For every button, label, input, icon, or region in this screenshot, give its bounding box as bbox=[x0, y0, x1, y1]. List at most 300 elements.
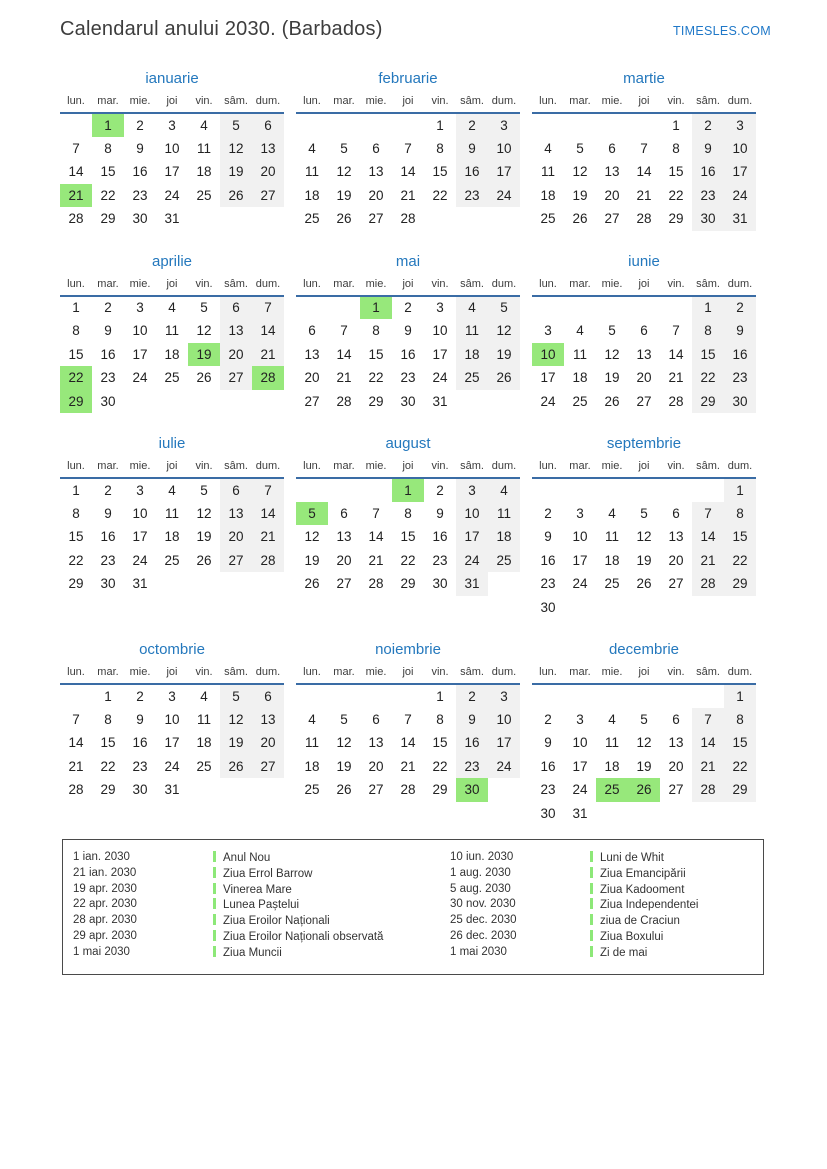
day-cell: 10 bbox=[572, 735, 588, 751]
weekday-header: joi bbox=[392, 92, 424, 113]
weekday-header: mar. bbox=[564, 275, 596, 296]
day-cell: 28 bbox=[692, 778, 724, 802]
week-row bbox=[532, 184, 756, 208]
week-row bbox=[296, 390, 520, 414]
weekday-header: lun. bbox=[296, 663, 328, 684]
weekday-header: dum. bbox=[252, 457, 284, 478]
week-row bbox=[532, 137, 756, 161]
week-row bbox=[60, 778, 284, 802]
day-cell: 23 bbox=[400, 370, 416, 386]
day-cell: 13 bbox=[604, 164, 620, 180]
day-cell: 19 bbox=[636, 758, 652, 774]
day-cell: 21 bbox=[636, 187, 652, 203]
weekday-header-row-inner bbox=[296, 457, 520, 478]
weekday-header: vin. bbox=[188, 275, 220, 296]
month-august bbox=[296, 435, 520, 596]
empty-cell bbox=[296, 296, 328, 320]
empty-cell bbox=[596, 802, 628, 826]
holiday-name: Ziua Eroilor Naționali bbox=[223, 915, 330, 928]
weekday-header: vin. bbox=[424, 92, 456, 113]
weekday-header: lun. bbox=[60, 457, 92, 478]
week-row bbox=[296, 207, 520, 231]
holiday-marker bbox=[590, 883, 593, 894]
day-cell: 6 bbox=[340, 505, 348, 521]
day-cell: 23 bbox=[456, 755, 488, 779]
day-cell: 18 bbox=[604, 552, 620, 568]
day-cell: 2 bbox=[456, 113, 488, 137]
weekday-header: sâm. bbox=[456, 663, 488, 684]
week-row bbox=[60, 319, 284, 343]
day-cell: 12 bbox=[488, 319, 520, 343]
weekday-header: mar. bbox=[92, 663, 124, 684]
weekday-header: joi bbox=[392, 663, 424, 684]
holiday-name: Ziua Independentei bbox=[600, 899, 699, 912]
holiday-name: Vinerea Mare bbox=[223, 883, 292, 896]
month-table bbox=[296, 663, 520, 802]
day-cell: 30 bbox=[100, 393, 116, 409]
empty-cell bbox=[328, 113, 360, 137]
day-cell: 1 bbox=[392, 478, 424, 502]
day-cell: 27 bbox=[368, 211, 384, 227]
weekday-header: mar. bbox=[328, 92, 360, 113]
day-cell: 3 bbox=[724, 113, 756, 137]
month-iulie bbox=[60, 435, 284, 596]
week-row bbox=[532, 802, 756, 826]
weekday-header: dum. bbox=[724, 275, 756, 296]
day-cell: 7 bbox=[640, 140, 648, 156]
week-row bbox=[60, 549, 284, 573]
week-row bbox=[60, 207, 284, 231]
week-row bbox=[60, 390, 284, 414]
day-cell: 7 bbox=[404, 140, 412, 156]
month-title: ianuarie bbox=[145, 70, 199, 87]
weekday-header-row-inner bbox=[532, 663, 756, 684]
day-cell: 21 bbox=[368, 552, 384, 568]
day-cell: 12 bbox=[604, 346, 620, 362]
day-cell: 10 bbox=[488, 708, 520, 732]
week-row bbox=[296, 319, 520, 343]
month-table bbox=[60, 663, 284, 802]
day-cell: 2 bbox=[456, 684, 488, 708]
weekday-header: dum. bbox=[488, 457, 520, 478]
day-cell: 20 bbox=[336, 552, 352, 568]
day-cell: 21 bbox=[252, 343, 284, 367]
day-cell: 19 bbox=[572, 187, 588, 203]
day-cell: 11 bbox=[304, 735, 319, 751]
timesles-site-link[interactable]: TIMESLES.COM bbox=[672, 24, 771, 38]
holiday-entry bbox=[213, 850, 450, 866]
day-cell: 12 bbox=[304, 529, 320, 545]
weekday-header: vin. bbox=[660, 275, 692, 296]
week-row bbox=[532, 113, 756, 137]
weekday-header-row-inner bbox=[296, 92, 520, 113]
day-cell: 14 bbox=[692, 525, 724, 549]
month-body bbox=[296, 296, 520, 414]
holiday-name: Ziua Emancipării bbox=[600, 867, 686, 880]
week-row bbox=[60, 160, 284, 184]
holiday-date: 10 iun. 2030 bbox=[450, 851, 514, 863]
day-cell: 29 bbox=[724, 778, 756, 802]
day-cell: 29 bbox=[60, 390, 92, 414]
week-row bbox=[60, 366, 284, 390]
week-row bbox=[60, 478, 284, 502]
weekday-header: mar. bbox=[564, 663, 596, 684]
day-cell: 18 bbox=[304, 187, 320, 203]
day-cell: 26 bbox=[636, 576, 652, 592]
month-title: iunie bbox=[628, 252, 660, 270]
day-cell: 22 bbox=[368, 370, 384, 386]
weekday-header: dum. bbox=[724, 92, 756, 113]
holiday-date: 25 dec. 2030 bbox=[450, 914, 517, 927]
empty-cell bbox=[488, 572, 520, 596]
empty-cell bbox=[564, 596, 596, 620]
day-cell: 15 bbox=[432, 164, 448, 180]
weekday-header: dum. bbox=[488, 275, 520, 296]
weekday-header: sâm. bbox=[692, 92, 724, 113]
day-cell: 22 bbox=[432, 187, 448, 203]
day-cell: 9 bbox=[136, 140, 144, 156]
day-cell: 18 bbox=[164, 346, 180, 362]
day-cell: 26 bbox=[196, 552, 212, 568]
day-cell: 22 bbox=[724, 549, 756, 573]
day-cell: 5 bbox=[488, 296, 520, 320]
day-cell: 13 bbox=[252, 137, 284, 161]
weekday-header: lun. bbox=[532, 663, 564, 684]
weekday-header-row bbox=[296, 275, 520, 296]
day-cell: 2 bbox=[436, 482, 444, 498]
day-cell: 7 bbox=[340, 323, 348, 339]
day-cell: 4 bbox=[200, 117, 208, 133]
month-body bbox=[532, 478, 756, 619]
weekday-header: vin. bbox=[424, 457, 456, 478]
day-cell: 3 bbox=[576, 711, 584, 727]
holiday-date: 29 apr. 2030 bbox=[73, 929, 137, 942]
day-cell: 30 bbox=[540, 599, 556, 615]
empty-cell bbox=[220, 778, 252, 802]
day-cell: 29 bbox=[100, 782, 116, 798]
day-cell: 27 bbox=[336, 576, 352, 592]
weekday-header: mie. bbox=[596, 275, 628, 296]
empty-cell bbox=[628, 802, 660, 826]
weekday-header: mar. bbox=[92, 457, 124, 478]
weekday-header: mie. bbox=[360, 275, 392, 296]
weekday-header: sâm. bbox=[220, 92, 252, 113]
weekday-header-row-inner bbox=[532, 457, 756, 478]
day-cell: 12 bbox=[336, 735, 352, 751]
day-cell: 8 bbox=[104, 711, 112, 727]
weekday-header: mar. bbox=[92, 92, 124, 113]
empty-cell bbox=[692, 478, 724, 502]
weekday-header: mar. bbox=[564, 457, 596, 478]
day-cell: 8 bbox=[404, 505, 412, 521]
day-cell: 7 bbox=[252, 296, 284, 320]
day-cell: 25 bbox=[488, 549, 520, 573]
day-cell: 20 bbox=[252, 160, 284, 184]
week-row bbox=[60, 755, 284, 779]
day-cell: 5 bbox=[640, 711, 648, 727]
day-cell: 10 bbox=[456, 502, 488, 526]
day-cell: 20 bbox=[368, 758, 384, 774]
day-cell: 9 bbox=[544, 529, 552, 545]
month-ianuarie bbox=[60, 70, 284, 231]
day-cell: 20 bbox=[636, 370, 652, 386]
weekday-header: joi bbox=[156, 92, 188, 113]
empty-cell bbox=[660, 684, 692, 708]
day-cell: 23 bbox=[692, 184, 724, 208]
month-septembrie bbox=[532, 435, 756, 619]
day-cell: 7 bbox=[372, 505, 380, 521]
day-cell: 14 bbox=[400, 164, 416, 180]
holiday-name: Ziua Eroilor Naționali observată bbox=[223, 930, 384, 943]
day-cell: 28 bbox=[400, 782, 416, 798]
day-cell: 10 bbox=[532, 343, 564, 367]
day-cell: 20 bbox=[220, 343, 252, 367]
weekday-header: dum. bbox=[488, 92, 520, 113]
week-row bbox=[60, 502, 284, 526]
day-cell: 4 bbox=[608, 505, 616, 521]
weekday-header: joi bbox=[628, 663, 660, 684]
empty-cell bbox=[564, 478, 596, 502]
day-cell: 16 bbox=[540, 552, 556, 568]
weekday-header: sâm. bbox=[456, 457, 488, 478]
empty-cell bbox=[252, 207, 284, 231]
empty-cell bbox=[188, 207, 220, 231]
day-cell: 6 bbox=[372, 140, 380, 156]
month-table bbox=[532, 92, 756, 231]
weekday-header: sâm. bbox=[456, 275, 488, 296]
day-cell: 2 bbox=[724, 296, 756, 320]
weekday-header: joi bbox=[156, 457, 188, 478]
day-cell: 21 bbox=[400, 187, 416, 203]
day-cell: 1 bbox=[436, 688, 444, 704]
weekday-header: sâm. bbox=[692, 663, 724, 684]
day-cell: 17 bbox=[432, 346, 448, 362]
day-cell: 3 bbox=[168, 688, 176, 704]
day-cell: 31 bbox=[432, 393, 448, 409]
day-cell: 21 bbox=[692, 549, 724, 573]
day-cell: 4 bbox=[608, 711, 616, 727]
day-cell: 27 bbox=[252, 184, 284, 208]
day-cell: 17 bbox=[572, 758, 588, 774]
week-row bbox=[532, 160, 756, 184]
holiday-name: Ziua Muncii bbox=[223, 946, 282, 959]
week-row bbox=[532, 319, 756, 343]
day-cell: 29 bbox=[368, 393, 384, 409]
day-cell: 27 bbox=[252, 755, 284, 779]
weekday-header: mie. bbox=[124, 92, 156, 113]
month-februarie bbox=[296, 70, 520, 231]
empty-cell bbox=[596, 296, 628, 320]
empty-cell bbox=[424, 207, 456, 231]
day-cell: 24 bbox=[164, 758, 180, 774]
day-cell: 9 bbox=[544, 735, 552, 751]
day-cell: 7 bbox=[252, 478, 284, 502]
holiday-date: 30 nov. 2030 bbox=[450, 898, 516, 911]
day-cell: 19 bbox=[220, 731, 252, 755]
month-title: decembrie bbox=[608, 641, 680, 658]
day-cell: 30 bbox=[540, 805, 556, 821]
day-cell: 5 bbox=[576, 140, 584, 156]
day-cell: 24 bbox=[432, 370, 448, 386]
day-cell: 2 bbox=[544, 505, 552, 521]
empty-cell bbox=[660, 478, 692, 502]
day-cell: 22 bbox=[724, 755, 756, 779]
month-iunie bbox=[532, 253, 756, 414]
empty-cell bbox=[488, 390, 520, 414]
day-cell: 19 bbox=[604, 370, 620, 386]
month-table bbox=[532, 663, 756, 825]
month-body bbox=[60, 684, 284, 802]
day-cell: 9 bbox=[456, 137, 488, 161]
day-cell: 1 bbox=[692, 296, 724, 320]
day-cell: 21 bbox=[68, 758, 84, 774]
holiday-entry bbox=[590, 945, 757, 961]
day-cell: 23 bbox=[132, 187, 148, 203]
day-cell: 10 bbox=[572, 529, 588, 545]
week-row bbox=[296, 708, 520, 732]
day-cell: 12 bbox=[336, 164, 352, 180]
day-cell: 18 bbox=[196, 735, 212, 751]
weekday-header-row bbox=[532, 275, 756, 296]
weekday-header: lun. bbox=[532, 457, 564, 478]
day-cell: 9 bbox=[104, 505, 112, 521]
day-cell: 29 bbox=[432, 782, 448, 798]
day-cell: 31 bbox=[572, 805, 588, 821]
day-cell: 30 bbox=[432, 576, 448, 592]
holiday-marker bbox=[590, 851, 593, 862]
weekday-header: mar. bbox=[328, 275, 360, 296]
week-row bbox=[296, 184, 520, 208]
weekday-header: dum. bbox=[488, 663, 520, 684]
day-cell: 6 bbox=[308, 323, 316, 339]
day-cell: 9 bbox=[456, 708, 488, 732]
holiday-entry bbox=[213, 882, 450, 898]
month-title: iulie bbox=[158, 435, 186, 452]
holiday-marker bbox=[213, 914, 216, 925]
week-row bbox=[532, 708, 756, 732]
day-cell: 15 bbox=[100, 164, 116, 180]
day-cell: 16 bbox=[132, 164, 148, 180]
empty-cell bbox=[252, 572, 284, 596]
day-cell: 10 bbox=[164, 711, 180, 727]
empty-cell bbox=[692, 802, 724, 826]
month-table bbox=[296, 275, 520, 414]
day-cell: 10 bbox=[132, 323, 148, 339]
weekday-header: lun. bbox=[60, 92, 92, 113]
weekday-header: joi bbox=[156, 663, 188, 684]
day-cell: 20 bbox=[304, 370, 320, 386]
day-cell: 11 bbox=[304, 164, 319, 180]
weekday-header: joi bbox=[392, 275, 424, 296]
weekday-header: joi bbox=[156, 275, 188, 296]
empty-cell bbox=[692, 684, 724, 708]
holiday-entry bbox=[590, 866, 757, 882]
day-cell: 16 bbox=[432, 529, 448, 545]
month-table bbox=[296, 92, 520, 231]
holiday-entry bbox=[590, 882, 757, 898]
day-cell: 10 bbox=[132, 505, 148, 521]
day-cell: 11 bbox=[196, 711, 211, 727]
holiday-marker bbox=[590, 867, 593, 878]
day-cell: 12 bbox=[572, 164, 588, 180]
weekday-header: mie. bbox=[124, 457, 156, 478]
day-cell: 29 bbox=[68, 576, 84, 592]
day-cell: 6 bbox=[252, 684, 284, 708]
day-cell: 24 bbox=[132, 370, 148, 386]
day-cell: 23 bbox=[540, 782, 556, 798]
day-cell: 16 bbox=[692, 160, 724, 184]
weekday-header: mar. bbox=[564, 92, 596, 113]
day-cell: 20 bbox=[252, 731, 284, 755]
weekday-header: mie. bbox=[124, 275, 156, 296]
day-cell: 15 bbox=[724, 731, 756, 755]
day-cell: 27 bbox=[668, 576, 684, 592]
day-cell: 14 bbox=[400, 735, 416, 751]
weekday-header-row-inner bbox=[60, 457, 284, 478]
weekday-header: mar. bbox=[92, 275, 124, 296]
day-cell: 8 bbox=[72, 323, 80, 339]
day-cell: 21 bbox=[668, 370, 684, 386]
day-cell: 28 bbox=[68, 782, 84, 798]
day-cell: 8 bbox=[372, 323, 380, 339]
week-row bbox=[296, 478, 520, 502]
day-cell: 14 bbox=[692, 731, 724, 755]
month-table bbox=[60, 92, 284, 231]
holiday-date: 19 apr. 2030 bbox=[73, 882, 137, 895]
week-row bbox=[296, 684, 520, 708]
weekday-header: mie. bbox=[360, 457, 392, 478]
day-cell: 15 bbox=[692, 343, 724, 367]
day-cell: 30 bbox=[100, 576, 116, 592]
day-cell: 5 bbox=[220, 684, 252, 708]
day-cell: 30 bbox=[456, 778, 488, 802]
day-cell: 12 bbox=[636, 529, 652, 545]
empty-cell bbox=[360, 113, 392, 137]
empty-cell bbox=[392, 684, 424, 708]
holiday-date: 26 dec. 2030 bbox=[450, 929, 517, 942]
holiday-marker bbox=[590, 930, 593, 941]
empty-cell bbox=[296, 113, 328, 137]
day-cell: 24 bbox=[456, 549, 488, 573]
day-cell: 20 bbox=[220, 525, 252, 549]
week-row bbox=[532, 549, 756, 573]
day-cell: 28 bbox=[636, 211, 652, 227]
week-row bbox=[296, 549, 520, 573]
holiday-name: Lunea Paștelui bbox=[223, 899, 300, 912]
day-cell: 4 bbox=[200, 688, 208, 704]
day-cell: 28 bbox=[336, 393, 352, 409]
day-cell: 22 bbox=[668, 187, 684, 203]
day-cell: 8 bbox=[724, 502, 756, 526]
weekday-header-row-inner bbox=[60, 92, 284, 113]
day-cell: 7 bbox=[692, 502, 724, 526]
week-row bbox=[532, 207, 756, 231]
empty-cell bbox=[252, 390, 284, 414]
day-cell: 30 bbox=[692, 207, 724, 231]
day-cell: 17 bbox=[456, 525, 488, 549]
day-cell: 17 bbox=[132, 529, 148, 545]
weekday-header: mie. bbox=[596, 92, 628, 113]
day-cell: 1 bbox=[672, 117, 680, 133]
week-row bbox=[532, 596, 756, 620]
day-cell: 4 bbox=[488, 478, 520, 502]
day-cell: 18 bbox=[488, 525, 520, 549]
holiday-entry bbox=[213, 913, 450, 929]
empty-cell bbox=[252, 778, 284, 802]
weekday-header: joi bbox=[628, 92, 660, 113]
empty-cell bbox=[156, 572, 188, 596]
month-table bbox=[532, 275, 756, 414]
